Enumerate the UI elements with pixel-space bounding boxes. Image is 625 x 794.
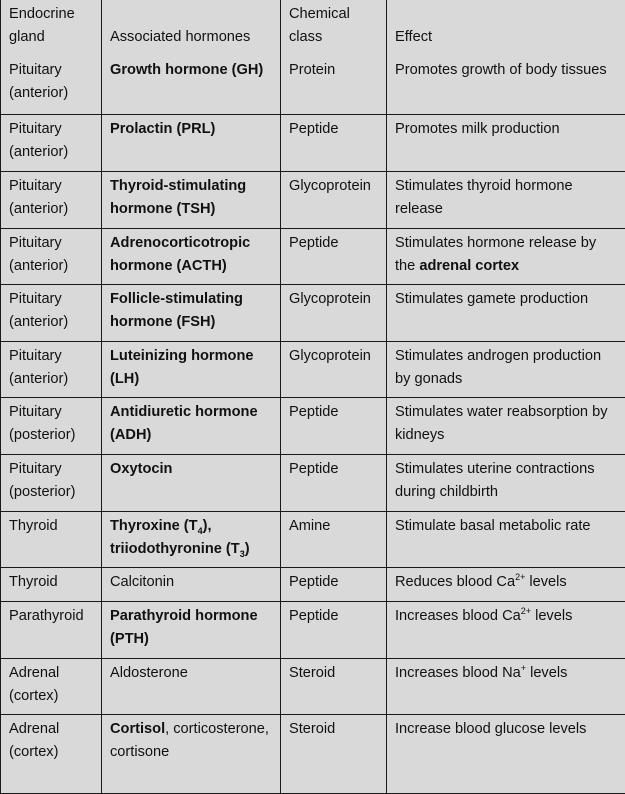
chemical-class-cell: Glycoprotein <box>281 171 387 228</box>
table-row <box>1 601 625 658</box>
hormone-cell: Follicle-stimulating hormone (FSH) <box>102 284 281 341</box>
gland-cell: Thyroid <box>1 567 102 601</box>
table-row <box>1 658 625 714</box>
chemical-class-cell: Peptide <box>281 454 387 511</box>
effect-cell: Stimulates uterine contractions during childbirth <box>387 454 625 511</box>
table-row <box>1 114 625 171</box>
gland-cell: Pituitary (posterior) <box>1 397 102 454</box>
hormone-cell: Aldosterone <box>102 658 281 714</box>
hormone-cell: Calcitonin <box>102 567 281 601</box>
chemical-class-cell: Protein <box>281 56 387 114</box>
table-row <box>1 714 625 793</box>
table-row <box>1 284 625 341</box>
effect-cell: Stimulates thyroid hormone release <box>387 171 625 228</box>
header-hormones: Associated hormones <box>102 0 281 56</box>
gland-cell: Pituitary (anterior) <box>1 114 102 171</box>
chemical-class-cell: Peptide <box>281 601 387 658</box>
effect-cell: Increases blood $Ca^{2+}$ levels <box>387 601 625 658</box>
chemical-class-cell: Peptide <box>281 397 387 454</box>
gland-cell: Pituitary (anterior) <box>1 56 102 114</box>
header-gland: Endocrine gland <box>1 0 102 56</box>
chemical-class-cell: Peptide <box>281 114 387 171</box>
chemical-class-cell: Amine <box>281 511 387 567</box>
chemical-class-cell: Steroid <box>281 658 387 714</box>
chemical-class-cell: Peptide <box>281 228 387 284</box>
gland-cell: Pituitary (anterior) <box>1 228 102 284</box>
table-row <box>1 228 625 284</box>
hormone-cell: Prolactin (PRL) <box>102 114 281 171</box>
hormone-cell: Luteinizing hormone (LH) <box>102 341 281 397</box>
gland-cell: Pituitary (anterior) <box>1 171 102 228</box>
effect-cell: Stimulates hormone release by the adrenal cortex <box>387 228 625 284</box>
hormone-cell: Oxytocin <box>102 454 281 511</box>
gland-cell: Pituitary (anterior) <box>1 284 102 341</box>
table-row <box>1 397 625 454</box>
effect-cell: Increase blood glucose levels <box>387 714 625 793</box>
header-effect: Effect <box>387 0 625 56</box>
gland-cell: Adrenal (cortex) <box>1 658 102 714</box>
effect-cell: Promotes milk production <box>387 114 625 171</box>
header-row <box>1 0 625 56</box>
table-row <box>1 454 625 511</box>
chemical-class-cell: Glycoprotein <box>281 341 387 397</box>
table-row <box>1 567 625 601</box>
effect-cell: Reduces blood $Ca^{2+}$ levels <box>387 567 625 601</box>
hormone-cell: Growth hormone (GH) <box>102 56 281 114</box>
table-row <box>1 171 625 228</box>
hormone-cell: Thyroxine $(T_4)$, triiodothyronine $(T_3)$ <box>102 511 281 567</box>
hormone-cell: Parathyroid hormone (PTH) <box>102 601 281 658</box>
chemical-class-cell: Peptide <box>281 567 387 601</box>
hormone-cell: Antidiuretic hormone (ADH) <box>102 397 281 454</box>
table-row <box>1 511 625 567</box>
effect-cell: Stimulates water reabsorption by kidneys <box>387 397 625 454</box>
effect-cell: Stimulates androgen production by gonads <box>387 341 625 397</box>
table-row <box>1 56 625 114</box>
effect-cell: Promotes growth of body tissues <box>387 56 625 114</box>
hormone-cell: Thyroid-stimulating hormone (TSH) <box>102 171 281 228</box>
hormone-cell: Adrenocorticotropic hormone (ACTH) <box>102 228 281 284</box>
gland-cell: Adrenal (cortex) <box>1 714 102 793</box>
header-chemical-class: Chemical class <box>281 0 387 56</box>
effect-cell: Stimulate basal metabolic rate <box>387 511 625 567</box>
chemical-class-cell: Steroid <box>281 714 387 793</box>
chemical-class-cell: Glycoprotein <box>281 284 387 341</box>
effect-cell: Increases blood Na+ levels <box>387 658 625 714</box>
gland-cell: Thyroid <box>1 511 102 567</box>
hormone-cell: Cortisol, corticosterone, cortisone <box>102 714 281 793</box>
gland-cell: Pituitary (posterior) <box>1 454 102 511</box>
effect-cell: Stimulates gamete production <box>387 284 625 341</box>
table-row <box>1 341 625 397</box>
gland-cell: Pituitary (anterior) <box>1 341 102 397</box>
gland-cell: Parathyroid <box>1 601 102 658</box>
